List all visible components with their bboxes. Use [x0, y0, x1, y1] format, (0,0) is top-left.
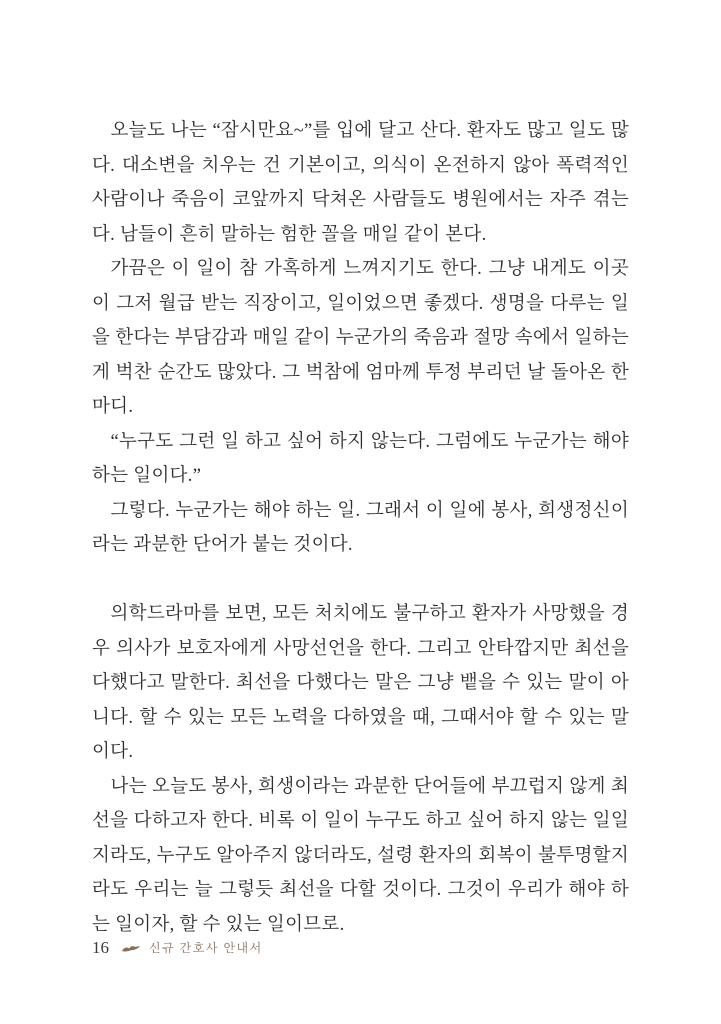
paragraph: 가끔은 이 일이 참 가혹하게 느껴지기도 한다. 그냥 내게도 이곳이 그저 월급 받는 직장이고, 일이었으면 좋겠다. 생명을 다루는 일을 한다는 부담감과 매일 같이 누군가의 죽음과 절망 속에서 일하는 게 벅찬 순간도 많았다. 그 벅참에 엄마께 투정 부리던 날 돌아온 한마디.	[92, 259, 629, 417]
bird-icon	[121, 943, 141, 954]
paragraph: 오늘도 나는 “잠시만요~”를 입에 달고 산다. 환자도 많고 일도 많다. 대소변을 치우는 건 기본이고, 의식이 온전하지 않아 폭력적인 사람이나 죽음이 코앞까지 닥쳐온 사람들도 병원에서는 자주 겪는다. 남들이 흔히 말하는 험한 꼴을 매일 같이 본다.	[92, 121, 629, 245]
body-text	[92, 114, 629, 942]
paragraph: 그렇다. 누군가는 해야 하는 일. 그래서 이 일에 봉사, 희생정신이라는 과분한 단어가 붙는 것이다.	[92, 500, 629, 555]
page-footer	[92, 938, 263, 958]
paragraph: 나는 오늘도 봉사, 희생이라는 과분한 단어들에 부끄럽지 않게 최선을 다하고자 한다. 비록 이 일이 누구도 하고 싶어 하지 않는 일일지라도, 누구도 알아주지 않더라도, 설령 환자의 회복이 불투명할지라도 우리는 늘 그렇듯 최선을 다할 것이다. 그것이 우리가 해야 하는 일이자, 할 수 있는 일이므로.	[92, 776, 629, 935]
running-title: 신규 간호사 안내서	[149, 941, 263, 955]
paragraph: 의학드라마를 보면, 모든 처치에도 불구하고 환자가 사망했을 경우 의사가 보호자에게 사망선언을 한다. 그리고 안타깝지만 최선을 다했다고 말한다. 최선을 다했다는 말은 그냥 뱉을 수 있는 말이 아니다. 할 수 있는 모든 노력을 다하였을 때, 그때서야 할 수 있는 말이다.	[92, 604, 629, 762]
page-number: 16	[92, 938, 109, 957]
paragraph-quote: “누구도 그런 일 하고 싶어 하지 않는다. 그럼에도 누군가는 해야 하는 일이다.”	[92, 431, 629, 486]
